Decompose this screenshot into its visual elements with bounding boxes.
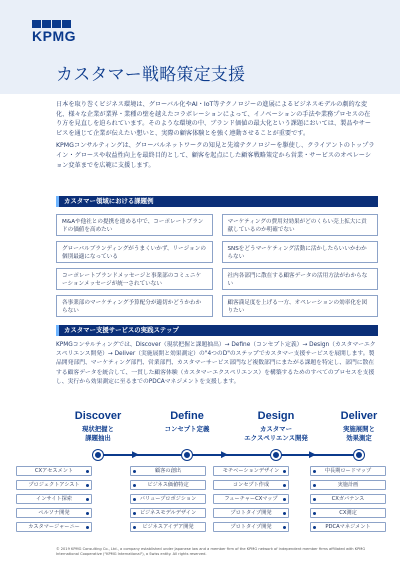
service-chip: カスタマージャーニー bbox=[16, 522, 92, 532]
service-chip: CXガバナンス bbox=[310, 494, 386, 504]
phase-title-deliver: Deliver bbox=[340, 410, 378, 422]
logo-boxes-icon bbox=[32, 20, 76, 28]
steps-description: KPMGコンサルティングでは、Discover（現状把握と課題抽出）→ Define（コンセプト定義）→ Design（カスタマーエクスペリエンス開発）→ Deliver（実施展開と効果測定）の"4つのD"のステップでカスタマー支援サービスを展開します。製品開発部門、マーケティング部門、営業部門、カスタマーサービス部門など複数部門にまたがる課題を特定し、部門に散在する顧客データを統合して、一貫した顧客体験（カスタマーエクスペリエンス）を構築するためのすべてのプロセスを支援し、実行から効果測定に至るまでのPDCAマネジメントを支援します。 bbox=[56, 342, 376, 385]
timeline-node-icon bbox=[93, 450, 103, 460]
intro-text bbox=[56, 100, 376, 173]
kpmg-logo bbox=[32, 20, 76, 43]
services-deliver bbox=[310, 466, 386, 536]
service-chip: モチベーションデザイン bbox=[213, 466, 289, 476]
service-chip: PDCAマネジメント bbox=[310, 522, 386, 532]
issue-card: 顧客満足度を上げる一方、オペレーションの効率化を図りたい bbox=[222, 295, 379, 317]
arrow-right-icon: ▶ bbox=[221, 450, 228, 460]
section-heading-steps: カスタマー支援サービスの実践ステップ bbox=[56, 325, 378, 336]
issue-card: グローバルブランディングがうまくいかず、リージョンの個別最適になっている bbox=[56, 241, 213, 263]
services-define bbox=[130, 466, 206, 536]
issue-card: マーケティングの費用対効果がどのくらい売上拡大に貢献しているのか明確でない bbox=[222, 214, 379, 236]
phase-sub-discover: 現状把握と 課題抽出 bbox=[82, 425, 114, 442]
services-discover bbox=[16, 466, 92, 536]
phase-sub-design: カスタマー エクスペリエンス開発 bbox=[244, 425, 308, 442]
timeline-node-icon bbox=[271, 450, 281, 460]
phase-sub-define: コンセプト定義 bbox=[164, 425, 210, 433]
issue-card: 社内各部門に散在する顧客データの活用方法がわからない bbox=[222, 268, 379, 290]
service-chip: ビジネスモデルデザイン bbox=[130, 508, 206, 518]
issues-grid bbox=[56, 214, 378, 317]
service-chip: 実施計画 bbox=[310, 480, 386, 490]
service-chip: ビジネスアイデア開発 bbox=[130, 522, 206, 532]
timeline-node-icon bbox=[182, 450, 192, 460]
service-chip: ペルソナ開発 bbox=[16, 508, 92, 518]
service-chip: プロジェクトアシスト bbox=[16, 480, 92, 490]
arrow-right-icon: ▶ bbox=[309, 450, 316, 460]
logo-text: KPMG bbox=[32, 28, 76, 44]
service-chip: プロトタイプ開発 bbox=[213, 522, 289, 532]
service-chip: 顧客の創出 bbox=[130, 466, 206, 476]
service-chip: バリュープロポジション bbox=[130, 494, 206, 504]
phase-sub-deliver: 実施展開と 効果測定 bbox=[343, 425, 375, 442]
services-design bbox=[213, 466, 289, 536]
copyright-footer: © 2019 KPMG Consulting Co., Ltd., a company established under Japanese law and a member firm of the KPMG network of independent member firms affiliated with KPMG International Cooperative ("KPMG International"), a Swiss entity. All rights reserved. bbox=[56, 547, 366, 556]
service-chip: プロトタイプ開発 bbox=[213, 508, 289, 518]
arrow-right-icon: ▶ bbox=[132, 450, 139, 460]
service-chip: ビジネス価値特定 bbox=[130, 480, 206, 490]
timeline-node-icon bbox=[354, 450, 364, 460]
intro-paragraph-2: KPMGコンサルティングは、グローバルネットワークの知見と先端テクノロジーを駆使し、クライアントのトップライン・グロースや収益性向上を最終目的として、顧客を起点にした顧客戦略策定から営業・サービスのオペレーション変革までを広範に支援します。 bbox=[56, 142, 375, 169]
service-chip: CX測定 bbox=[310, 508, 386, 518]
issue-card: M&Aや他社との提携を進める中で、コーポレートブランドの価値を高めたい bbox=[56, 214, 213, 236]
service-chip: フューチャーCXマップ bbox=[213, 494, 289, 504]
phase-title-design: Design bbox=[257, 410, 295, 422]
service-chip: 中長期ロードマップ bbox=[310, 466, 386, 476]
issue-card: コーポレートブランドメッセージと事業部のコミュニケーションメッセージが統一されていない bbox=[56, 268, 213, 290]
section-heading-issues: カスタマー領域における課題例 bbox=[56, 196, 378, 207]
intro-paragraph-1: 日本を取り巻くビジネス環境は、グローバル化やAI・IoT等テクノロジーの進展によるビジネスモデルの劇的な変化、様々な企業が業界・業種の壁を越えたコラボレーションによって、イノベーションの手法や業務プロセスの在り方を見直しを迫られています。そのような環境の中、ブランド価値の最大化という課題においては、製品やサービスを通じて企業が伝えたい想いと、実際の顧客体験とを強く連動させることが重要です。 bbox=[56, 101, 372, 137]
service-chip: インサイト探索 bbox=[16, 494, 92, 504]
issue-card: SNSをどうマーケティング活動に活かしたらいいかわからない bbox=[222, 241, 379, 263]
page-title: カスタマー戦略策定支援 bbox=[56, 65, 246, 85]
service-chip: コンセプト作成 bbox=[213, 480, 289, 490]
phase-title-define: Define bbox=[170, 410, 204, 422]
issue-card: 各事業部のマーケティング予算配分が適切かどうかわからない bbox=[56, 295, 213, 317]
phase-title-discover: Discover bbox=[74, 410, 122, 422]
service-chip: CXアセスメント bbox=[16, 466, 92, 476]
